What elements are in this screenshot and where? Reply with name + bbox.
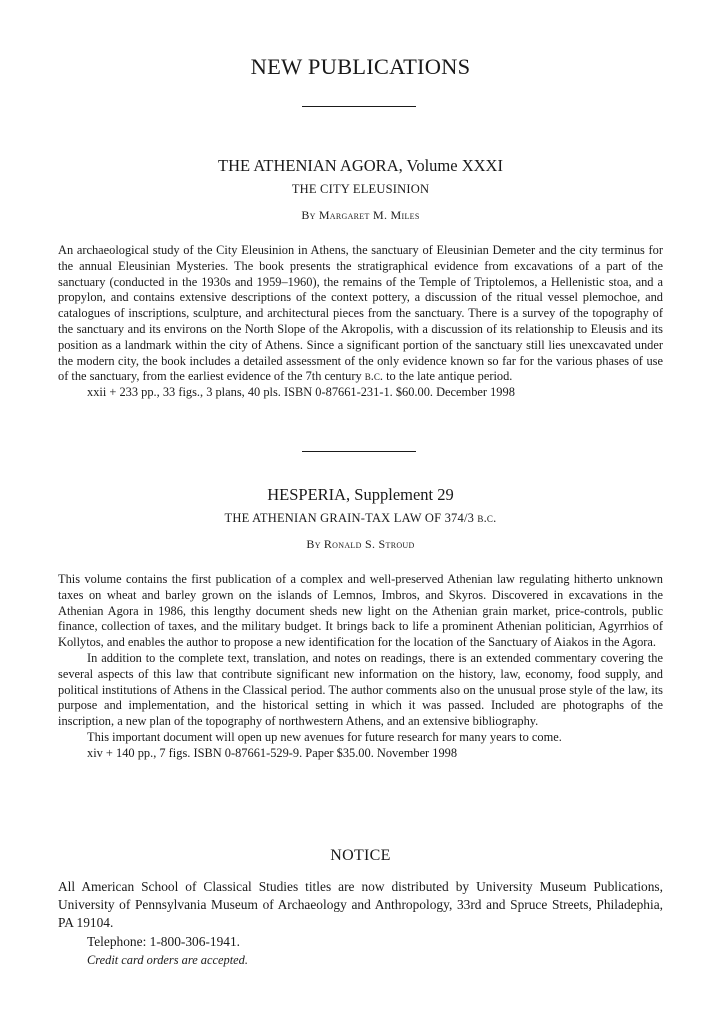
publication1-description — [58, 243, 663, 385]
section-divider-middle — [302, 451, 416, 452]
publication1-author-name: Margaret M. Miles — [318, 208, 420, 222]
publication2-author-name: Ronald S. Stroud — [323, 537, 415, 551]
notice-text: All American School of Classical Studies titles are now distributed by University Museum Publications, University of Pennsylvania Museum of Archaeology and Anthropology, 33rd and Spruce Streets, Philadephia, PA 19104. — [58, 879, 663, 931]
publication1-series: THE ATHENIAN AGORA, Volume XXXI — [218, 156, 503, 175]
publication1-details: xxii + 233 pp., 33 figs., 3 plans, 40 pls. ISBN 0-87661-231-1. $60.00. December 1998 — [87, 385, 515, 400]
publication1-description-era: b.c. — [364, 369, 383, 384]
section-divider-top — [302, 106, 416, 107]
notice-title: NOTICE — [330, 847, 391, 864]
notice-credit-note: Credit card orders are accepted. — [87, 952, 248, 967]
page-title: NEW PUBLICATIONS — [250, 54, 471, 79]
publication2-paragraph1: This volume contains the first publication of a complex and well-preserved Athenian law regulating hitherto unknown taxes on wheat and barley grown on the islands of Lemnos, Imbros, and Skyros. Discovered in excavations in the Athenian Agora in 1986, this lengthy document sheds new light on the Athenian grain market, price-controls, public finance, collection of taxes, and the military budget. It brings back to life a prominent Athenian politician, Agyrrhios of Kollytos, and enables the author to propose a new identification for the location of the Sanctuary of Aiakos in the Agora. — [58, 572, 663, 650]
publication2-author-prefix: By — [306, 537, 321, 551]
publication2-title-era: b.c. — [477, 511, 497, 525]
publication1-description-text: An archaeological study of the City Eleusinion in Athens, the sanctuary of Eleusinian Demeter and the city terminus for the annual Eleusinian Mysteries. The book presents the stratigraphical evidence from excavations of a part of the sanctuary (conducted in the 1930s and 1959–1960), the remains of the Temple of Triptolemos, a Hellenistic stoa, and a propylon, and contains extensive descriptions of the context pottery, a discussion of the ritual vessel plemochoe, and catalogues of inscriptions, sculpture, and architectural pieces from the sanctuary. There is a survey of the topography of the sanctuary and its environs on the North Slope of the Akropolis, with a discussion of its relationship to Eleusis and its position as a landmark within the city of Athens. Since a significant portion of the sanctuary still lies unexcavated under the modern city, the book includes a detailed assessment of the only evidence known so far for the various phases of use of the sanctuary, from the earliest evidence of the 7th century — [58, 243, 663, 384]
publication1-body — [58, 243, 663, 401]
notice-body — [58, 878, 663, 969]
publication2-title — [58, 511, 663, 526]
notice-telephone: Telephone: 1-800-306-1941. — [87, 933, 241, 949]
publication2-body — [58, 572, 663, 762]
publication2-title-main: THE ATHENIAN GRAIN-TAX LAW OF 374/3 — [224, 511, 475, 525]
publication2-author — [58, 537, 663, 552]
publication2-details: xiv + 140 pp., 7 figs. ISBN 0-87661-529-9. Paper $35.00. November 1998 — [87, 745, 458, 760]
publication2-paragraph3: This important document will open up new avenues for future research for many years to come. — [87, 729, 562, 744]
publication1-author — [58, 208, 663, 223]
publication1-author-prefix: By — [301, 208, 316, 222]
publication1-title: THE CITY ELEUSINION — [291, 182, 430, 196]
publication1-description-end: to the late antique period. — [386, 369, 513, 384]
publication2-series: HESPERIA, Supplement 29 — [267, 485, 454, 504]
publication2-paragraph2: In addition to the complete text, translation, and notes on readings, there is an extended commentary covering the several aspects of this law that contribute significant new information on the history, law, economy, food supply, and political institutions of Athens in the Classical period. The author comments also on the unusual prose style of the law, its purpose and implementation, and the historical setting in which it was passed. Included are photographs of the inscription, a new plan of the topography of northwestern Athens, and an extensive bibliography. — [58, 650, 663, 729]
